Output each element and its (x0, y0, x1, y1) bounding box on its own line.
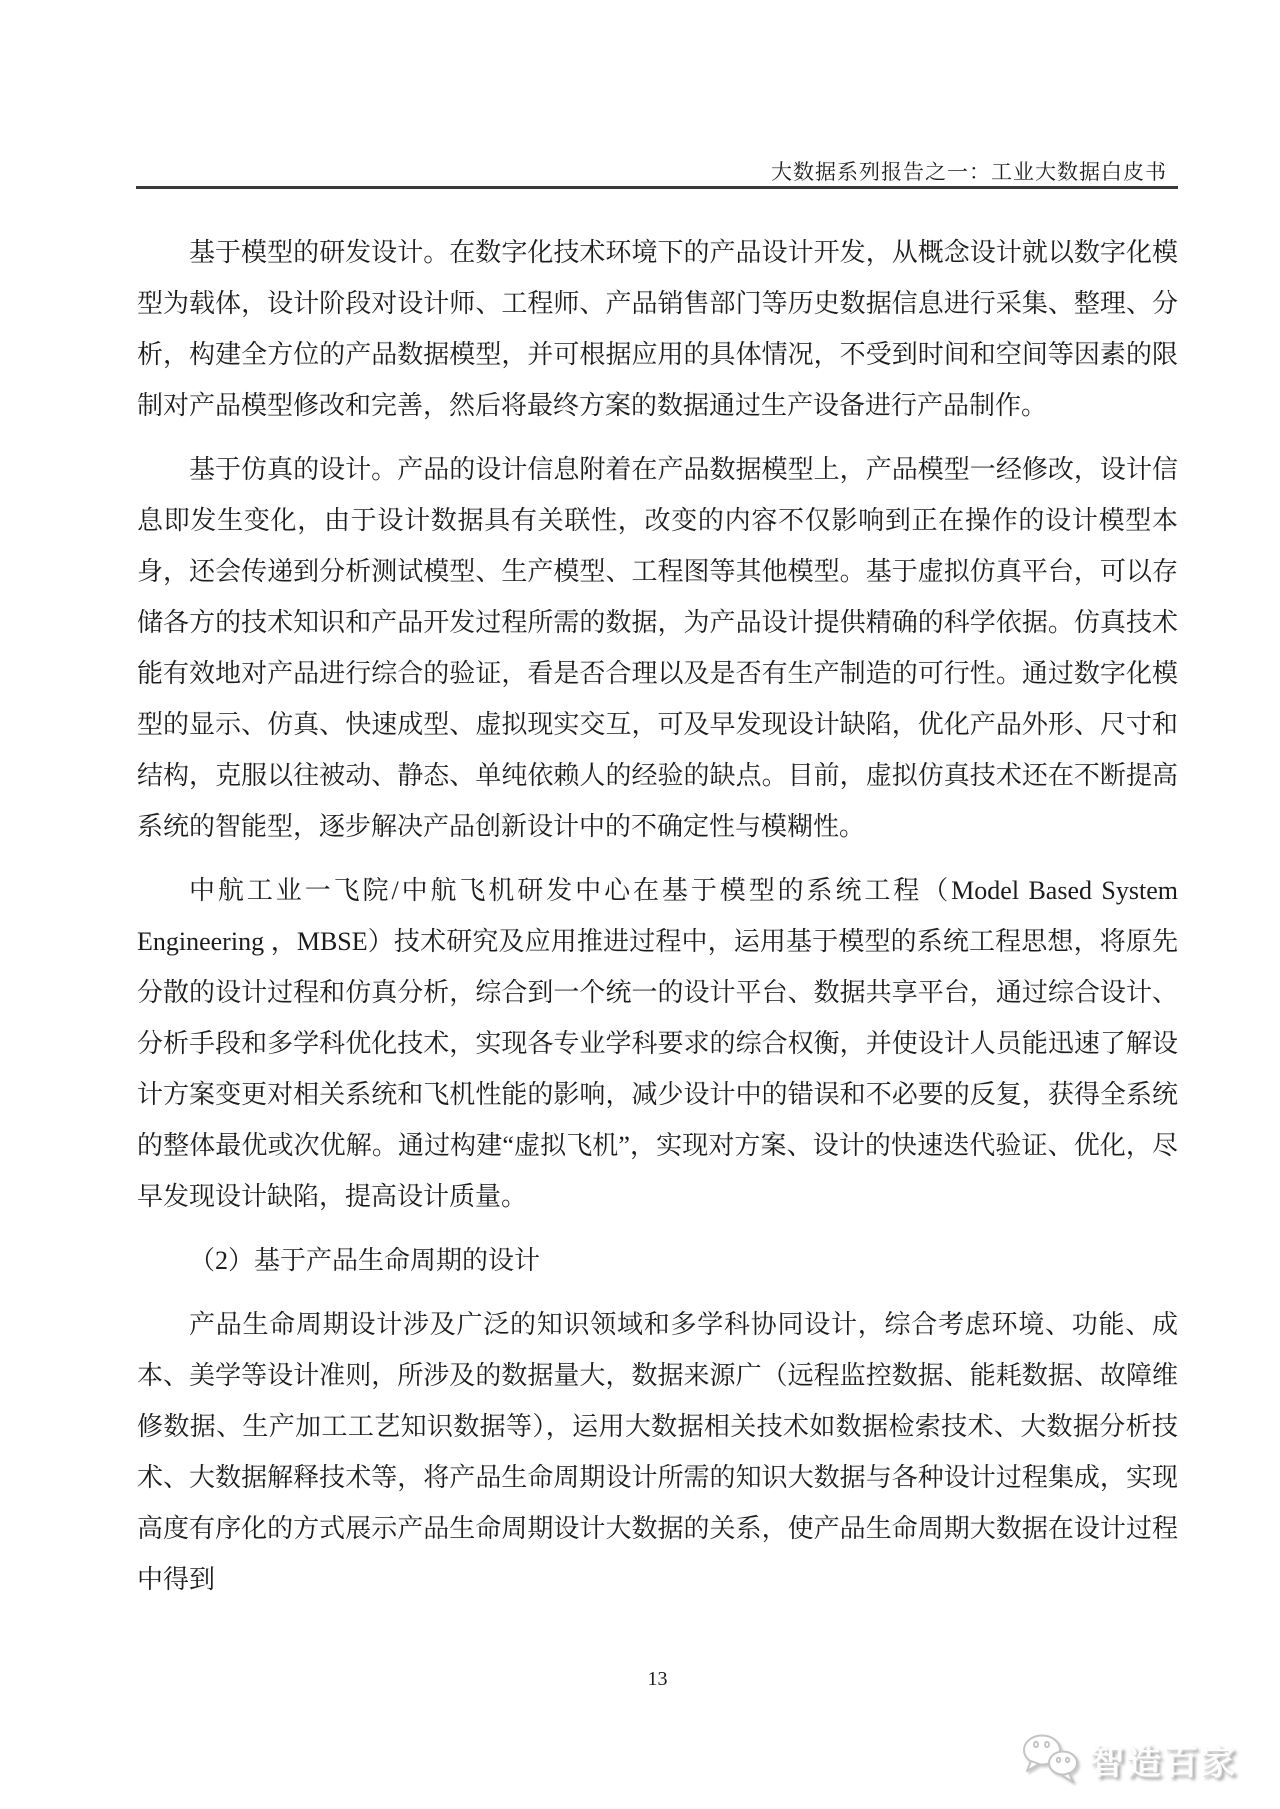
subheading-lifecycle-design: （2）基于产品生命周期的设计 (189, 1246, 541, 1275)
paragraph-model-based-design: 基于模型的研发设计。在数字化技术环境下的产品设计开发，从概念设计就以数字化模型为载体，设计阶段对设计师、工程师、产品销售部门等历史数据信息进行采集、整理、分析，构建全方位的产品数据模型，并可根据应用的具体情况，不受到时间和空间等因素的限制对产品模型修改和完善，然后将最终方案的数据通过生产设备进行产品制作。 (137, 238, 1178, 420)
page-header-title: 大数据系列报告之一：工业大数据白皮书 (771, 160, 1167, 184)
watermark-label: 智造百家 (1090, 1743, 1238, 1782)
wechat-chat-bubbles-icon (1020, 1733, 1080, 1785)
page-number: 13 (647, 1668, 668, 1690)
watermark (1020, 1733, 1238, 1785)
paragraph-simulation-based-design: 基于仿真的设计。产品的设计信息附着在产品数据模型上，产品模型一经修改，设计信息即发生变化，由于设计数据具有关联性，改变的内容不仅影响到正在操作的设计模型本身，还会传递到分析测试模型、生产模型、工程图等其他模型。基于虚拟仿真平台，可以存储各方的技术知识和产品开发过程所需的数据，为产品设计提供精确的科学依据。仿真技术能有效地对产品进行综合的验证，看是否合理以及是否有生产制造的可行性。通过数字化模型的显示、仿真、快速成型、虚拟现实交互，可及早发现设计缺陷，优化产品外形、尺寸和结构，克服以往被动、静态、单纯依赖人的经验的缺点。目前，虚拟仿真技术还在不断提高系统的智能型，逐步解决产品创新设计中的不确定性与模糊性。 (137, 455, 1178, 841)
body-text (137, 227, 1178, 1618)
paragraph-avic-mbse-case: 中航工业一飞院/中航飞机研发中心在基于模型的系统工程（Model Based System Engineering ，MBSE）技术研究及应用推进过程中，运用基于模型的系统工程思想，将原先分散的设计过程和仿真分析，综合到一个统一的设计平台、数据共享平台，通过综合设计、分析手段和多学科优化技术，实现各专业学科要求的综合权衡，并使设计人员能迅速了解设计方案变更对相关系统和飞机性能的影响，减少设计中的错误和不必要的反复，获得全系统的整体最优或次优解。通过构建“虚拟飞机”，实现对方案、设计的快速迭代验证、优化，尽早发现设计缺陷，提高设计质量。 (137, 876, 1178, 1211)
paragraph-lifecycle-design: 产品生命周期设计涉及广泛的知识领域和多学科协同设计，综合考虑环境、功能、成本、美学等设计准则，所涉及的数据量大，数据来源广（远程监控数据、能耗数据、故障维修数据、生产加工工艺知识数据等），运用大数据相关技术如数据检索技术、大数据分析技术、大数据解释技术等，将产品生命周期设计所需的知识大数据与各种设计过程集成，实现高度有序化的方式展示产品生命周期设计大数据的关系，使产品生命周期大数据在设计过程中得到 (137, 1310, 1178, 1594)
header-rule (136, 186, 1178, 189)
